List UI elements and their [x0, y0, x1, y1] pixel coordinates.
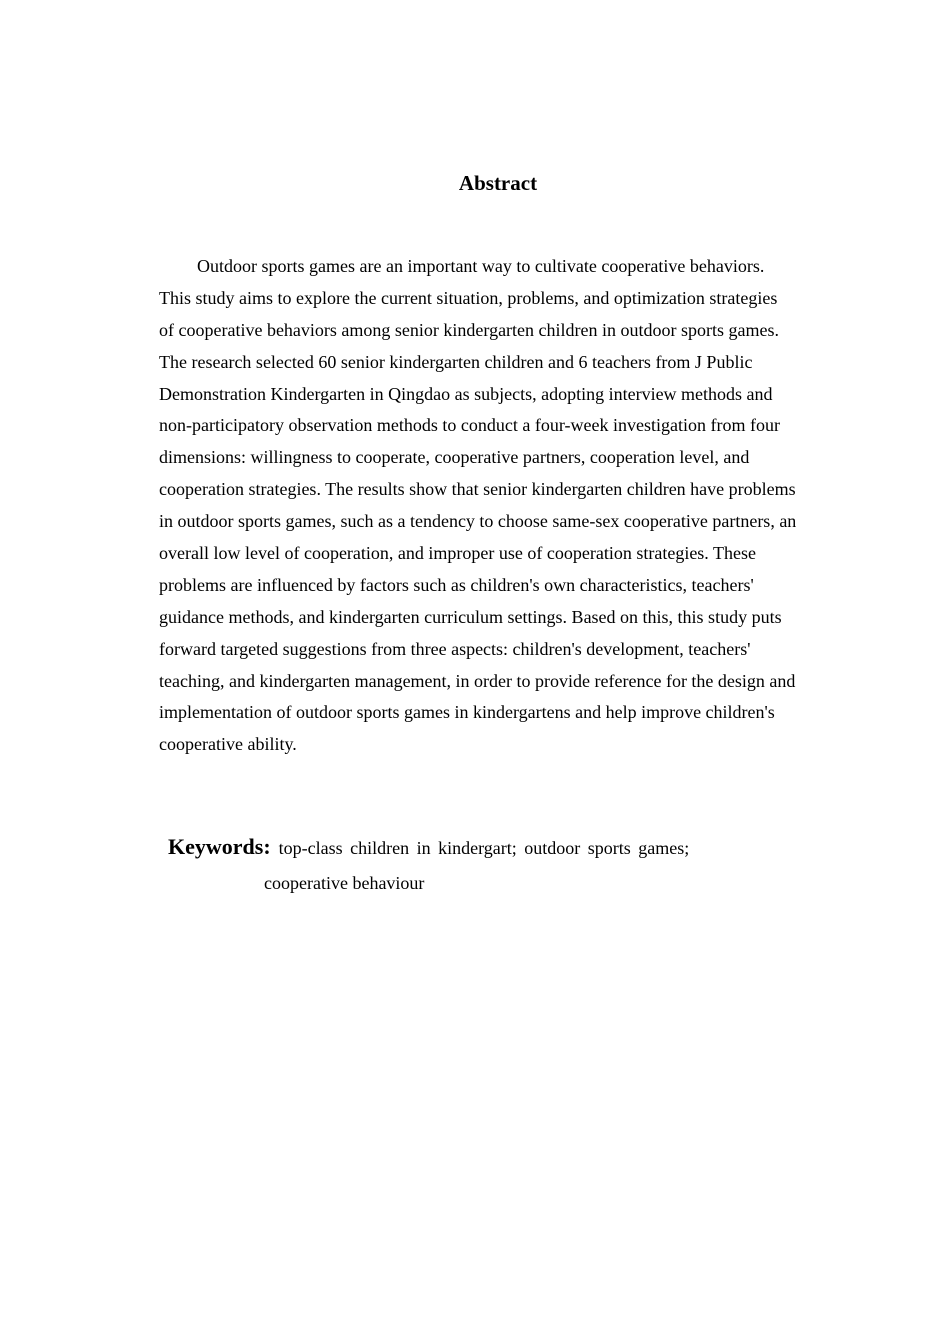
abstract-line: guidance methods, and kindergarten curriculum settings. Based on this, this study puts: [159, 606, 782, 627]
abstract-line: forward targeted suggestions from three aspects: children's development, teachers': [159, 638, 751, 659]
abstract-line: cooperation strategies. The results show that senior kindergarten children have problems: [159, 479, 796, 500]
abstract-line: non-participatory observation methods to conduct a four-week investigation from four: [159, 415, 780, 436]
abstract-line: in outdoor sports games, such as a tendency to choose same-sex cooperative partners, an: [159, 511, 797, 532]
abstract-title: Abstract: [458, 171, 538, 195]
keywords-text: top-class children in kindergart; outdoor sports games;: [278, 838, 690, 858]
abstract-line: teaching, and kindergarten management, in order to provide reference for the design and: [159, 670, 796, 691]
abstract-line: dimensions: willingness to cooperate, cooperative partners, cooperation level, and: [159, 447, 750, 468]
keywords-text-continued: cooperative behaviour: [264, 873, 425, 893]
abstract-line: cooperative ability.: [159, 734, 297, 755]
abstract-line: Outdoor sports games are an important way to cultivate cooperative behaviors.: [197, 256, 765, 276]
abstract-line: Demonstration Kindergarten in Qingdao as subjects, adopting interview methods and: [159, 383, 773, 404]
abstract-line: of cooperative behaviors among senior kindergarten children in outdoor sports games.: [159, 319, 779, 340]
keywords-label: Keywords:: [168, 834, 271, 859]
abstract-line: problems are influenced by factors such as children's own characteristics, teachers': [159, 574, 754, 595]
abstract-body: [159, 251, 844, 761]
keywords-section: [168, 830, 808, 893]
abstract-line: The research selected 60 senior kindergarten children and 6 teachers from J Public: [159, 351, 753, 372]
abstract-line: implementation of outdoor sports games in kindergartens and help improve children's: [159, 702, 775, 723]
abstract-line: This study aims to explore the current situation, problems, and optimization strategies: [159, 287, 778, 308]
abstract-line: overall low level of cooperation, and improper use of cooperation strategies. These: [159, 543, 756, 564]
